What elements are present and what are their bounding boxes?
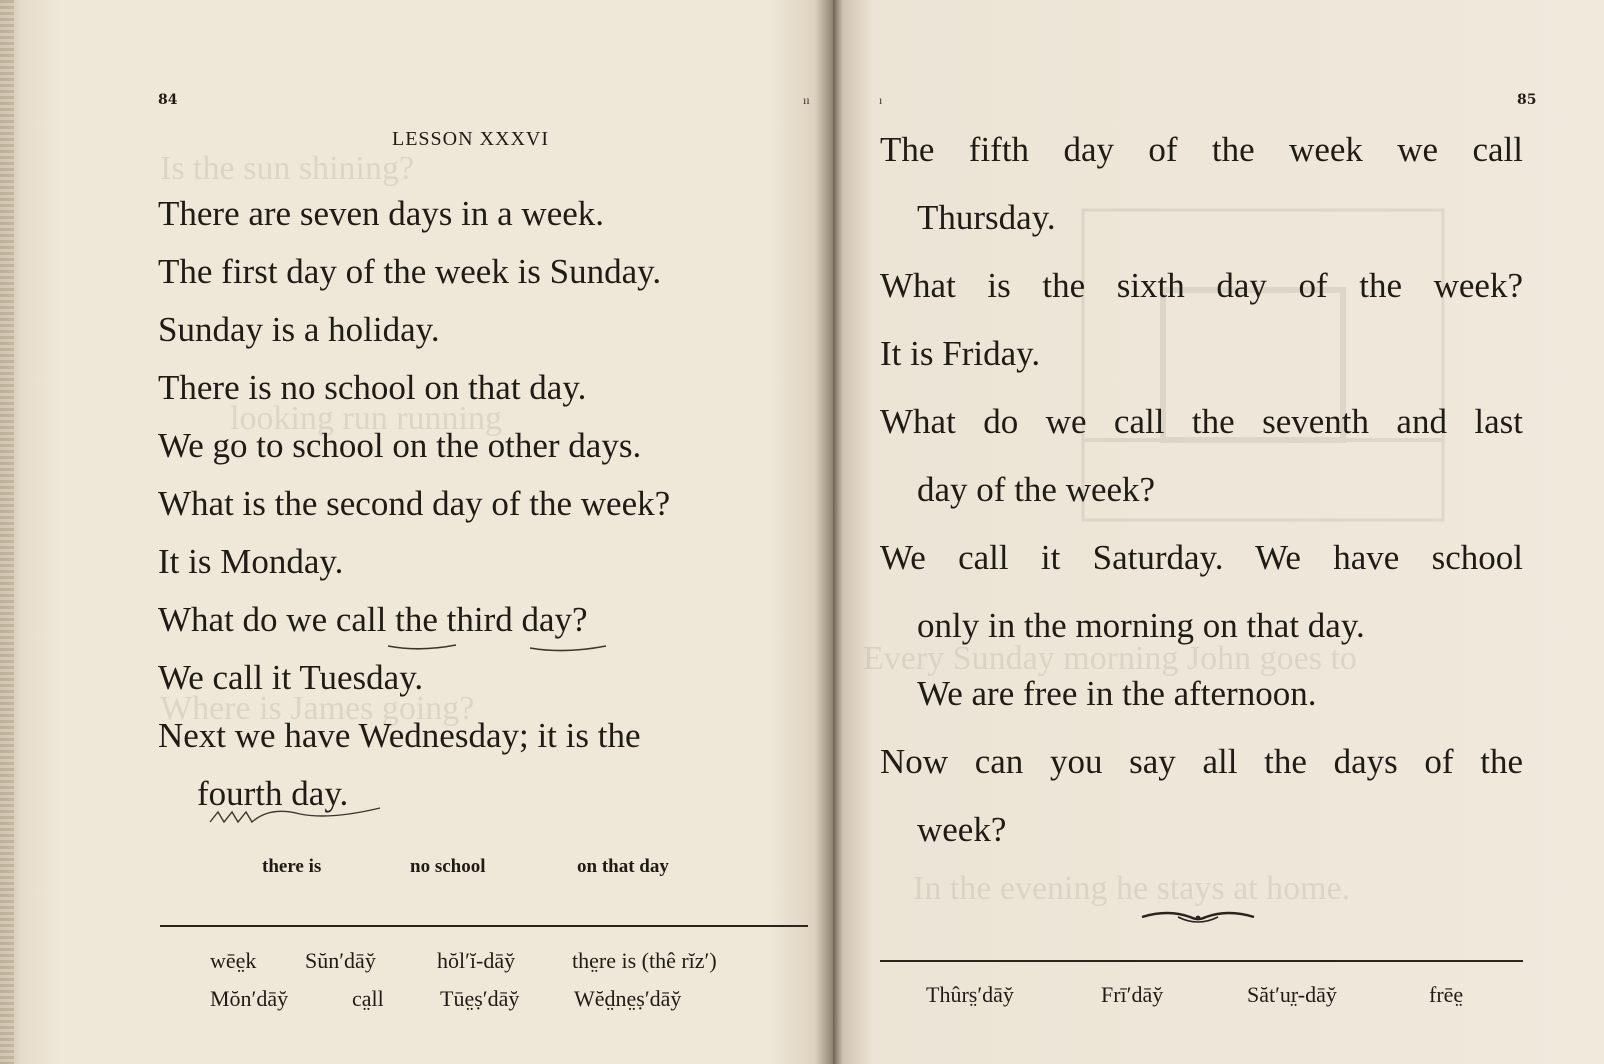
pencil-underline bbox=[380, 636, 620, 658]
pencil-scribble bbox=[200, 800, 390, 830]
vocab-word: hŏl′ĭ-dāy̆ bbox=[437, 948, 516, 973]
text-line: We are free in the afternoon. bbox=[917, 674, 1317, 713]
text-line: What do we call the seventh and last bbox=[880, 402, 1523, 441]
text-line: fourth day. bbox=[197, 774, 349, 813]
show-through-text: Is the sun shining? bbox=[160, 150, 415, 187]
page-edge-texture bbox=[0, 0, 14, 1064]
text-line: Next we have Wednesday; it is the bbox=[158, 716, 641, 755]
text-line: Now can you say all the days of the bbox=[880, 742, 1523, 781]
vocab-word: Frī′dāy̆ bbox=[1101, 982, 1164, 1007]
text-line: What is the second day of the week? bbox=[158, 484, 671, 523]
vocab-word: frēe̤ bbox=[1429, 982, 1464, 1007]
text-line: We call it Saturday. We have school bbox=[880, 538, 1523, 577]
page-number: 85 bbox=[1517, 92, 1537, 108]
ornament-flourish bbox=[1138, 905, 1258, 929]
text-line: week? bbox=[917, 810, 1007, 849]
text-line: It is Monday. bbox=[158, 542, 344, 581]
phrase: no school bbox=[410, 856, 486, 877]
show-through-text: In the evening he stays at home. bbox=[913, 870, 1351, 907]
corner-mark: ı bbox=[879, 93, 883, 107]
text-line: only in the morning on that day. bbox=[917, 606, 1365, 645]
vocab-word: Tūe̤ṣ′dāy̆ bbox=[440, 986, 520, 1011]
text-line: Thursday. bbox=[917, 198, 1056, 237]
horizontal-rule bbox=[160, 925, 808, 927]
text-line: It is Friday. bbox=[880, 334, 1041, 373]
text-line: There are seven days in a week. bbox=[158, 194, 605, 233]
vocab-word: Săt′ur̤-dāy̆ bbox=[1247, 982, 1337, 1007]
text-line: The first day of the week is Sunday. bbox=[158, 252, 662, 291]
lesson-title: LESSON XXXVI bbox=[392, 128, 549, 150]
page-number: 84 bbox=[158, 92, 178, 108]
vocab-word: Sŭn′dāy̆ bbox=[305, 948, 376, 973]
text-line: What do we call the third day? bbox=[158, 600, 588, 639]
vocab-word: ca̤ll bbox=[352, 986, 384, 1011]
text-line: What is the sixth day of the week? bbox=[880, 266, 1523, 305]
text-line: day of the week? bbox=[917, 470, 1156, 509]
vocab-word: Thûrs̤′dāy̆ bbox=[926, 982, 1014, 1007]
vocab-word: the̤re is (thê rĭz′) bbox=[572, 948, 717, 973]
phrase: on that day bbox=[577, 856, 669, 877]
show-through-text: Every Sunday morning John goes to bbox=[863, 640, 1357, 677]
text-line: We call it Tuesday. bbox=[158, 658, 424, 697]
phrase: there is bbox=[262, 856, 322, 877]
vocab-word: Wĕd̤ne̤ṣ′dāy̆ bbox=[574, 986, 682, 1011]
vocab-word: wēe̤k bbox=[210, 948, 257, 973]
vocab-word: Mŏn′dāy̆ bbox=[210, 986, 289, 1011]
right-page bbox=[833, 0, 1604, 1064]
show-through-text: looking run running bbox=[230, 400, 502, 437]
text-line: The fifth day of the week we call bbox=[880, 130, 1523, 169]
corner-mark: ıı bbox=[803, 93, 810, 107]
text-line: We go to school on the other days. bbox=[158, 426, 642, 465]
show-through-text: Where is James going? bbox=[160, 690, 475, 727]
text-line: Sunday is a holiday. bbox=[158, 310, 440, 349]
horizontal-rule bbox=[880, 960, 1523, 962]
text-line: There is no school on that day. bbox=[158, 368, 587, 407]
